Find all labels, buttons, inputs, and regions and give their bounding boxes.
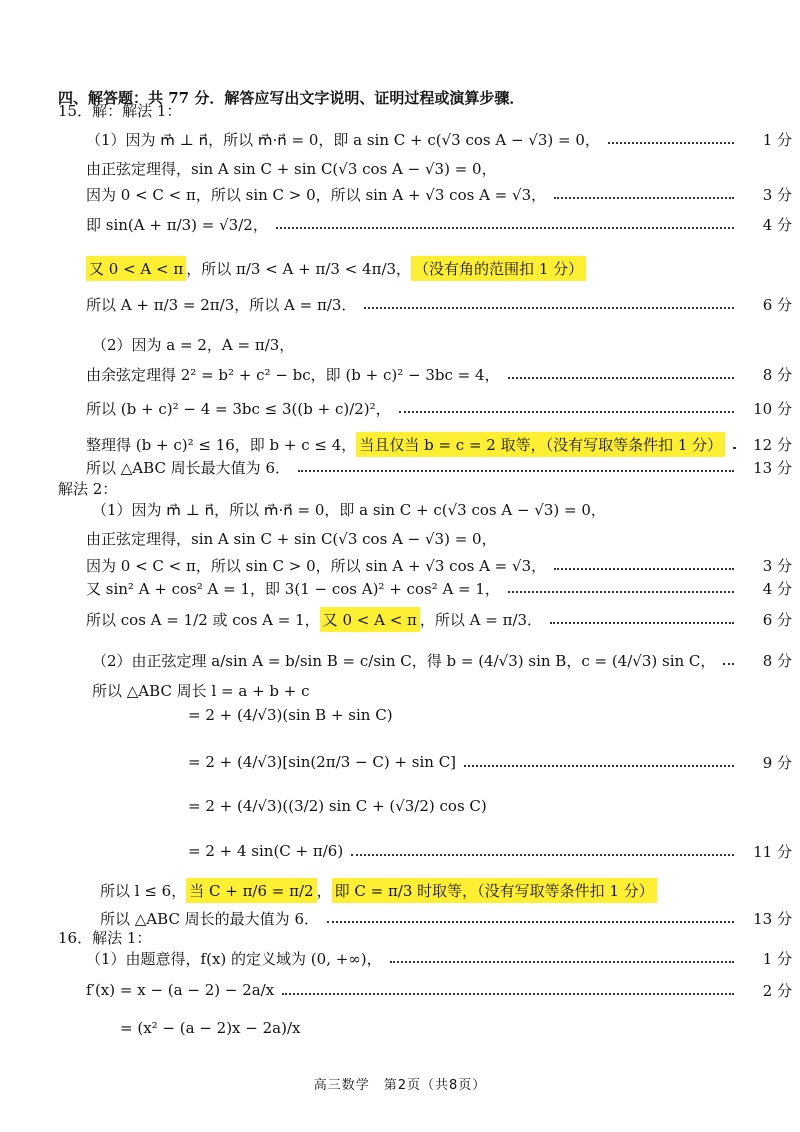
score-label: 6 分	[762, 295, 792, 314]
solution-line	[0, 253, 800, 283]
dot-leader	[550, 622, 734, 624]
dot-leader	[723, 663, 734, 665]
dot-leader	[608, 142, 734, 144]
solution-line	[0, 329, 800, 359]
solution-line	[0, 1013, 800, 1043]
score-label: 8 分	[762, 365, 792, 384]
highlighted-note: 又 0 < A < π	[86, 256, 186, 281]
line-text: 所以 △ABC 周长最大值为 6．	[86, 458, 290, 477]
page-footer: 高三数学 第2页（共8页）	[313, 1078, 487, 1093]
line-text: 由正弦定理得，sin A sin C + sin C(√3 cos A − √3) = 0，	[86, 159, 497, 178]
line-text: 所以 △ABC 周长的最大值为 6．	[100, 909, 319, 928]
score-label: 13 分	[753, 909, 792, 928]
score-label: 2 分	[762, 981, 792, 1000]
line-text: 所以 (b + c)² − 4 = 3bc ≤ 3((b + c)/2)²，	[86, 399, 391, 418]
highlighted-note: 当 C + π/6 = π/2	[186, 878, 316, 903]
score-label: 8 分	[762, 651, 792, 670]
line-text	[86, 256, 586, 281]
solution-line	[0, 645, 800, 675]
line-text: 又 sin² A + cos² A = 1，即 3(1 − cos A)² + cos² A = 1，	[86, 579, 500, 598]
line-text: 由余弦定理得 2² = b² + c² − bc，即 (b + c)² − 3bc = 4，	[86, 365, 500, 384]
highlighted-note: 即 C = π/3 时取等，（没有写取等条件扣 1 分）	[332, 878, 657, 903]
highlighted-note: （没有角的范围扣 1 分）	[411, 256, 586, 281]
score-label: 3 分	[762, 185, 792, 204]
solution-line	[0, 179, 800, 209]
line-text: （1）由题意得，f(x) 的定义域为 (0, +∞)，	[86, 949, 382, 968]
solution-line	[0, 523, 800, 553]
line-text: 由正弦定理得，sin A sin C + sin C(√3 cos A − √3) = 0，	[86, 529, 497, 548]
line-text: = 2 + (4/√3)[sin(2π/3 − C) + sin C]	[188, 753, 457, 771]
line-text: = 2 + 4 sin(C + π/6)	[188, 842, 344, 860]
line-text: = (x² − (a − 2)x − 2a)/x	[120, 1019, 301, 1037]
score-label: 1 分	[762, 130, 792, 149]
line-text: f′(x) = x − (a − 2) − 2a/x	[86, 981, 275, 999]
solution-line	[0, 95, 800, 125]
solution-line	[0, 289, 800, 319]
line-text: （2）由正弦定理 a/sin A = b/sin B = c/sin C，得 b = (4/√3) sin B，c = (4/√3) sin C，	[92, 651, 716, 670]
solution-line	[0, 836, 800, 866]
solution-line	[0, 747, 800, 777]
line-text	[100, 878, 657, 903]
highlighted-note: 当且仅当 b = c = 2 取等，（没有写取等条件扣 1 分）	[356, 432, 725, 457]
dot-leader	[508, 591, 734, 593]
dot-leader	[351, 854, 734, 856]
solution-line	[0, 124, 800, 154]
line-text: （1）因为 m⃗ ⊥ n⃗，所以 m⃗·n⃗ = 0，即 a sin C + c(√3 cos A − √3) = 0，	[86, 130, 600, 149]
dot-leader	[554, 568, 734, 570]
solution-line	[0, 573, 800, 603]
dot-leader	[276, 227, 734, 229]
highlighted-note: 又 0 < A < π	[320, 607, 420, 632]
line-segment: ，所以 A = π/3．	[419, 610, 543, 629]
score-label: 10 分	[753, 399, 792, 418]
line-segment: ，	[316, 881, 332, 900]
line-text: 16．解法 1：	[58, 928, 152, 947]
section-title: 四、解答题：共 77 分．解答应写出文字说明、证明过程或演算步骤．	[58, 88, 525, 107]
line-text: 解法 2：	[58, 479, 118, 498]
line-text	[86, 607, 542, 632]
line-text: 因为 0 < C < π，所以 sin C > 0，所以 sin A + √3 cos A = √3，	[86, 556, 547, 575]
line-segment: 所以 l ≤ 6，	[100, 881, 187, 900]
line-text: （1）因为 m⃗ ⊥ n⃗，所以 m⃗·n⃗ = 0，即 a sin C + c(√3 cos A − √3) = 0，	[92, 500, 606, 519]
score-label: 4 分	[762, 215, 792, 234]
solution-line	[0, 393, 800, 423]
score-label: 6 分	[762, 610, 792, 629]
dot-leader	[282, 993, 734, 995]
solution-line	[0, 943, 800, 973]
dot-leader	[508, 377, 734, 379]
solution-line	[0, 875, 800, 905]
line-text: = 2 + (4/√3)((3/2) sin C + (√3/2) cos C)	[188, 797, 487, 815]
line-text: 所以 A + π/3 = 2π/3，所以 A = π/3．	[86, 295, 357, 314]
dot-leader	[390, 961, 734, 963]
line-segment: 整理得 (b + c)² ≤ 16，即 b + c ≤ 4，	[86, 435, 357, 454]
score-label: 1 分	[762, 949, 792, 968]
score-label: 3 分	[762, 556, 792, 575]
solution-line	[0, 975, 800, 1005]
score-label: 13 分	[753, 458, 792, 477]
solution-line	[0, 604, 800, 634]
solution-line	[0, 359, 800, 389]
dot-leader	[464, 765, 734, 767]
dot-leader	[298, 470, 734, 472]
line-segment: 所以 cos A = 1/2 或 cos A = 1，	[86, 610, 320, 629]
score-label: 11 分	[753, 842, 792, 861]
dot-leader	[399, 411, 734, 413]
line-text: 所以 △ABC 周长 l = a + b + c	[92, 681, 310, 700]
line-text: 15．解：解法 1：	[58, 101, 182, 120]
score-label: 4 分	[762, 579, 792, 598]
line-segment: ，所以 π/3 < A + π/3 < 4π/3，	[186, 259, 412, 278]
solution-line	[0, 209, 800, 239]
line-text: 因为 0 < C < π，所以 sin C > 0，所以 sin A + √3 cos A = √3，	[86, 185, 547, 204]
solution-line	[0, 791, 800, 821]
line-text: = 2 + (4/√3)(sin B + sin C)	[188, 706, 393, 724]
solution-line	[0, 494, 800, 524]
solution-line	[0, 700, 800, 730]
line-text: （2）因为 a = 2，A = π/3，	[92, 335, 295, 354]
score-label: 12 分	[753, 435, 792, 454]
line-text: 即 sin(A + π/3) = √3/2，	[86, 215, 268, 234]
dot-leader	[364, 307, 734, 309]
dot-leader	[733, 447, 734, 449]
dot-leader	[554, 197, 734, 199]
score-label: 9 分	[762, 753, 792, 772]
